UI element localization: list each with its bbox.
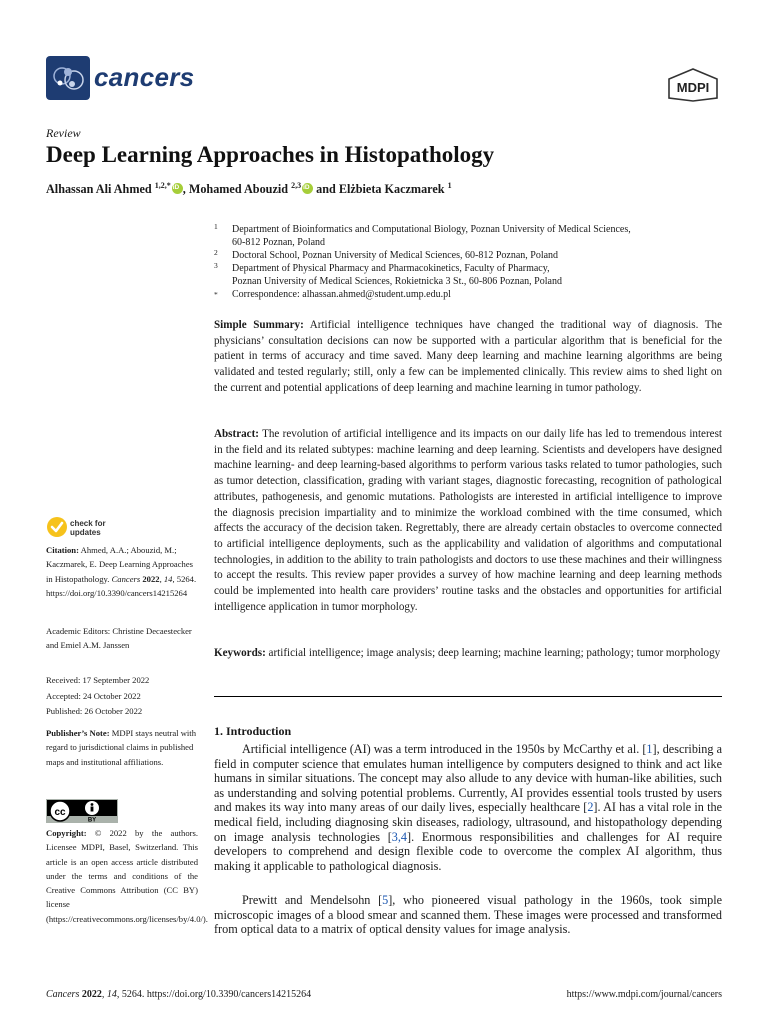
article-type: Review [46, 126, 81, 140]
citation: Citation: Ahmed, A.A.; Abouzid, M.; Kaczmarek, E. Deep Learning Approaches in Histopathology. Cancers 2022, 14, 5264. https://doi.org/10.3390/cancers14215264 [46, 545, 197, 598]
keywords [214, 646, 722, 662]
accepted-date: Accepted: 24 October 2022 [46, 691, 141, 701]
reference-link[interactable]: 3,4 [391, 829, 408, 844]
intro-paragraph-2: Prewitt and Mendelsohn [5], who pioneered visual pathology in the 1960s, took simple microscopic images of a blood smear and scanned them. These images were processed and transformed from optical data to a matrix of optical density values for image analysis. [214, 893, 722, 937]
author-list: Alhassan Ali Ahmed $^{1,2,*}$iD , Mohamed Abouzid $^{2,3}$iD and Elżbieta Kaczmarek $^1$ [46, 181, 452, 197]
published-date: Published: 26 October 2022 [46, 706, 143, 716]
abstract [214, 427, 722, 615]
author-affil-sup: 1,2,* [154, 181, 171, 190]
section-heading: 1. Introduction [214, 724, 292, 738]
orcid-icon[interactable] [302, 183, 313, 194]
footer-citation: Cancers 2022, 14, 5264. https://doi.org/10.3390/cancers14215264 [46, 989, 312, 1000]
author-name[interactable]: Elżbieta Kaczmarek [338, 182, 445, 197]
cc-by-license-icon[interactable] [46, 799, 118, 823]
keywords-text: artificial intelligence; image analysis; deep learning; machine learning; pathology; tumor morphology [265, 647, 721, 659]
reference-link[interactable]: 2 [587, 800, 594, 815]
check-for-updates-icon[interactable] [46, 516, 68, 538]
copyright: Copyright: © 2022 by the authors. Licensee MDPI, Basel, Switzerland. This article is an open access article distributed under the terms and conditions of the Creative Commons Attribution (CC BY) license (https://creativecommons.org/licenses/by/4.0/). [46, 828, 208, 924]
keywords-label: Keywords: [214, 647, 266, 659]
publisher-note: Publisher’s Note: MDPI stays neutral with regard to jurisdictional claims in published maps and institutional affiliations. [46, 728, 196, 767]
simple-summary [214, 318, 722, 397]
received-date: Received: 17 September 2022 [46, 675, 150, 685]
abstract-text: The revolution of artificial intelligence and its impacts on our daily life has led to tremendous interest in the field and its related subtypes: machine learning and deep learning. Scientists and developers have designed machine learning- and deep learning-based algorithms to perform various tasks related to tumor pathologies, such as tumor detection, classification, grading with variant stages, diagnostic forecasting, recognition of pathological attributes, pathogenesis, and genomic mutations. Pathologists are interested in artificial intelligence to improve the diagnosis precision impartiality and to minimize the workload combined with the time consumed, which affects the accuracy of the decision taken. Regrettably, there are already certain obstacles to overcome connected to artificial intelligence deployments, such as the applicability and validation of algorithms and computational technologies, in addition to the ability to train pathologists and doctors to use these machines and their willingness to accept the results. This review paper provides a survey of how machine learning and deep learning methods could be implemented into health care providers’ routine tasks and the obstacles and opportunities for artificial intelligence application in tumor morphology. [214, 428, 722, 613]
cc-by-text: BY [87, 817, 97, 823]
simple-summary-text: Artificial intelligence techniques have changed the traditional way of diagnosis. The physicians’ consultation decisions can now be supported with a particular algorithm that is beneficial for the patient in terms of accuracy and time saved. Many deep learning and machine learning algorithms are being validated and tested regularly; still, only a few can be implemented clinically. This review aims to shed light on the current and potential applications of deep learning and machine learning in tumor pathology. [214, 319, 722, 394]
article-title: Deep Learning Approaches in Histopathology [46, 142, 495, 167]
mdpi-logo-icon [666, 68, 720, 102]
svg-text:cc: cc [54, 807, 66, 818]
journal-logo-icon [46, 56, 90, 100]
mdpi-logo-text: MDPI [676, 80, 710, 95]
abstract-label: Abstract: [214, 428, 259, 440]
intro-paragraph-1: Artificial intelligence (AI) was a term introduced in the 1950s by McCarthy et al. [1], describing a field in computer science that emulates human intelligence by computers designed to think and act like humans in similar situations. The concept may also allude to any device with human-like abilities, such as understanding and solving potential problems. Currently, AI provides essential tools trusted by users and makes its way into many areas of our daily lives, especially healthcare [2]. AI has a vital role in the medical field, including diagnosing skin diseases, radiology, ultrasound, and histopathology depending on image analysis technologies [3,4]. Enormous responsibilities and challenges for AI require developers to comprehend and design flexible code to overcome the complex AI algorithm, thus making it applicable to pathological diagnosis. [214, 742, 722, 873]
author-name[interactable]: Alhassan Ali Ahmed [46, 182, 152, 197]
journal-name: cancers [94, 62, 195, 92]
check-for-updates-label[interactable]: check for updates [70, 519, 106, 537]
reference-link[interactable]: 5 [382, 893, 389, 907]
section-divider [214, 696, 722, 697]
orcid-icon[interactable] [172, 183, 183, 194]
academic-editors: Academic Editors: Christine Decaestecker and Emiel A.M. Janssen [46, 626, 192, 651]
author-affil-sup: 1 [447, 181, 452, 190]
simple-summary-label: Simple Summary: [214, 319, 304, 331]
footer-journal-url[interactable]: https://www.mdpi.com/journal/cancers [566, 989, 722, 1000]
reference-link[interactable]: 1 [646, 742, 653, 756]
author-affil-sup: 2,3 [291, 181, 302, 190]
author-name[interactable]: Mohamed Abouzid [188, 182, 289, 197]
